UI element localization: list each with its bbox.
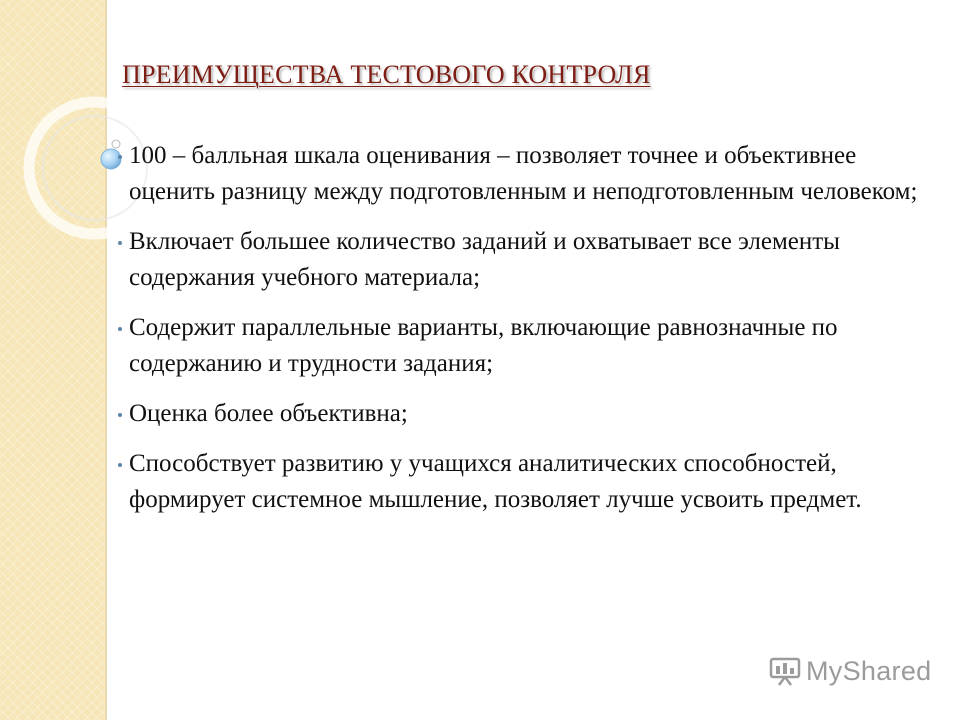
watermark-text: MyShared <box>806 656 932 686</box>
bullet-text: Способствует развитию у учащихся аналитических способностей, формирует системное мышление, позволяет лучше усвоить предмет. <box>129 450 862 513</box>
bullet-icon <box>118 241 122 245</box>
bullet-icon <box>118 463 122 467</box>
list-item <box>118 446 918 518</box>
list-item <box>118 310 918 382</box>
list-item <box>118 224 918 296</box>
presentation-board-icon <box>768 657 802 687</box>
bullet-text: Включает большее количество заданий и охватывает все элементы содержания учебного материала; <box>129 228 840 291</box>
bullet-icon <box>118 327 122 331</box>
list-item <box>118 138 918 210</box>
bullet-list <box>118 138 918 532</box>
myshared-watermark <box>768 656 931 687</box>
bullet-text: Оценка более объективна; <box>129 400 408 427</box>
bullet-icon <box>118 413 122 417</box>
bullet-text: 100 – балльная шкала оценивания – позволяет точнее и объективнее оценить разницу между подготовленным и неподготовленным человеком; <box>129 142 918 205</box>
slide-title: ПРЕИМУЩЕСТВА ТЕСТОВОГО КОНТРОЛЯ <box>122 60 651 89</box>
list-item <box>118 396 918 432</box>
bullet-icon <box>118 155 122 159</box>
bullet-text: Содержит параллельные варианты, включающие равнозначные по содержанию и трудности задания; <box>129 314 838 377</box>
